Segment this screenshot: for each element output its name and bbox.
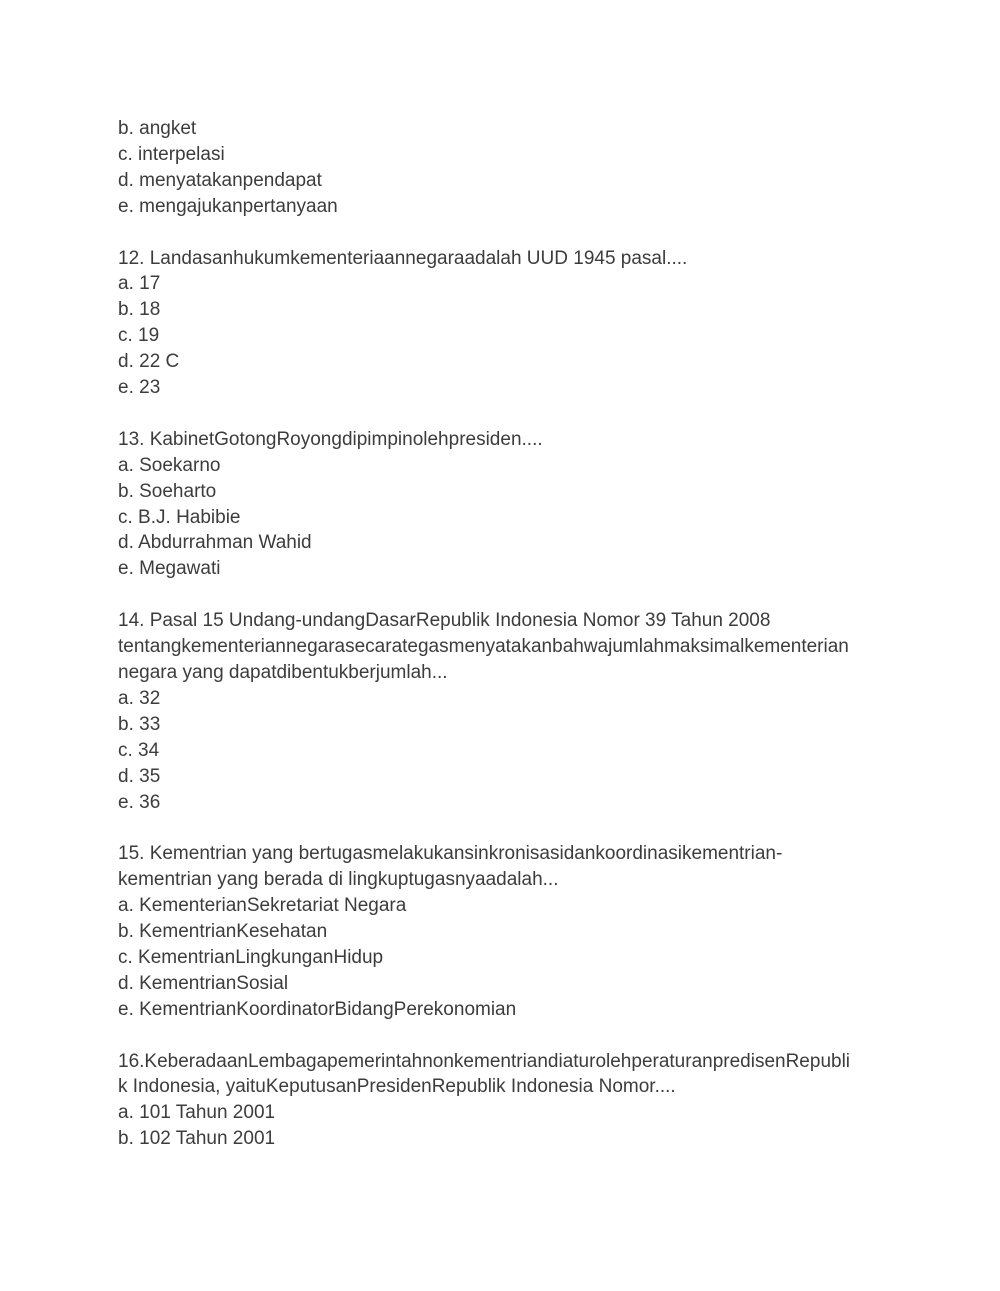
- question-block-14: [118, 608, 888, 815]
- question-block-15: [118, 841, 888, 1022]
- option-b: b. 18: [118, 299, 161, 321]
- option-c: c. interpelasi: [118, 143, 225, 165]
- document-page: [118, 116, 888, 1178]
- question-text-line-2: tentangkementeriannegarasecarategasmenyatakanbahwajumlahmaksimalkementerian: [118, 636, 849, 658]
- question-text-line-1: 16.KeberadaanLembagapemerintahnonkementriandiaturolehperaturanpredisenRepubli: [118, 1050, 851, 1072]
- option-a: a. 32: [118, 687, 161, 709]
- question-block-16: [118, 1049, 888, 1153]
- option-b: b. 102 Tahun 2001: [118, 1128, 276, 1150]
- option-a: a. Soekarno: [118, 454, 221, 476]
- option-b: b. KementrianKesehatan: [118, 921, 328, 943]
- option-c: c. KementrianLingkunganHidup: [118, 946, 384, 968]
- question-text-line-3: negara yang dapatdibentukberjumlah...: [118, 661, 448, 683]
- option-e: e. 23: [118, 377, 161, 399]
- option-c: c. 19: [118, 325, 160, 347]
- option-d: d. KementrianSosial: [118, 972, 289, 994]
- option-a: a. 17: [118, 273, 161, 295]
- option-b: b. angket: [118, 118, 197, 139]
- option-e: e. KementrianKoordinatorBidangPerekonomian: [118, 998, 517, 1020]
- option-e: e. 36: [118, 791, 161, 813]
- option-b: b. 33: [118, 713, 161, 735]
- option-d: d. menyatakanpendapat: [118, 169, 322, 191]
- question-text-line-2: kementrian yang berada di lingkuptugasnyaadalah...: [118, 869, 559, 891]
- question-block-12: [118, 246, 888, 401]
- option-d: d. 35: [118, 765, 161, 787]
- option-c: c. 34: [118, 739, 160, 761]
- option-d: d. 22 C: [118, 351, 180, 373]
- question-block-13: [118, 427, 888, 582]
- option-a: a. KementerianSekretariat Negara: [118, 895, 407, 917]
- option-a: a. 101 Tahun 2001: [118, 1102, 276, 1124]
- option-b: b. Soeharto: [118, 480, 217, 502]
- option-e: e. Megawati: [118, 558, 221, 580]
- question-text-line-1: 15. Kementrian yang bertugasmelakukansinkronisasidankoordinasikementrian-: [118, 843, 783, 865]
- question-text: 12. Landasanhukumkementeriaannegaraadalah UUD 1945 pasal....: [118, 247, 688, 269]
- option-e: e. mengajukanpertanyaan: [118, 195, 338, 217]
- option-d: d. Abdurrahman Wahid: [118, 532, 312, 554]
- question-text-line-2: k Indonesia, yaituKeputusanPresidenRepublik Indonesia Nomor....: [118, 1076, 676, 1098]
- question-text-line-1: 14. Pasal 15 Undang-undangDasarRepublik Indonesia Nomor 39 Tahun 2008: [118, 610, 771, 632]
- question-block-11-continued: [118, 116, 888, 220]
- option-c: c. B.J. Habibie: [118, 506, 241, 528]
- question-text: 13. KabinetGotongRoyongdipimpinolehpresiden....: [118, 428, 543, 450]
